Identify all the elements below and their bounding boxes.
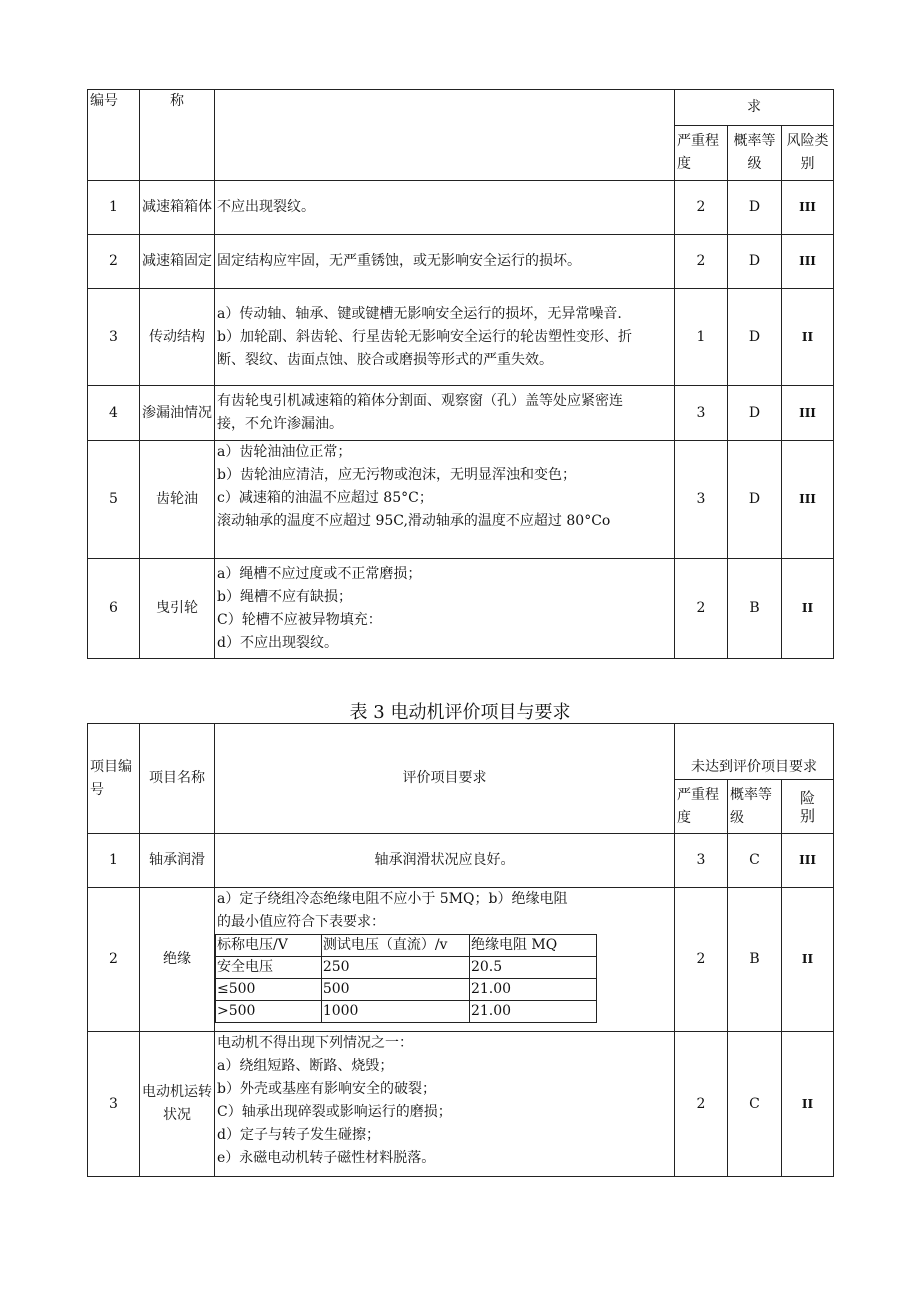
row-risk: III: [782, 386, 834, 441]
header-probability: 概率等级: [728, 126, 782, 181]
row-no: 3: [88, 289, 140, 386]
row-no: 3: [88, 1032, 140, 1177]
row-severity: 3: [675, 386, 728, 441]
table-caption: 表 3 电动机评价项目与要求: [349, 702, 571, 723]
row-probability: C: [728, 1032, 782, 1177]
row-no: 4: [88, 386, 140, 441]
row-severity: 3: [675, 834, 728, 888]
row-risk: II: [782, 1032, 834, 1177]
row-severity: 2: [675, 888, 728, 1032]
subtable-cell: 250: [321, 957, 469, 979]
row-name: 齿轮油: [140, 441, 215, 559]
header-name: 项目名称: [140, 724, 215, 834]
row-no: 1: [88, 181, 140, 235]
header-risk: 险别: [782, 780, 834, 834]
row-risk: III: [782, 441, 834, 559]
insulation-subtable: [215, 934, 597, 1023]
row-name: 减速箱固定: [140, 235, 215, 289]
row-probability: B: [728, 888, 782, 1032]
row-name: 绝缘: [140, 888, 215, 1032]
table-row: [88, 181, 834, 235]
row-name: 轴承润滑: [140, 834, 215, 888]
subtable-header: 标称电压/V: [216, 935, 322, 957]
row-probability: D: [728, 441, 782, 559]
row-name: 曳引轮: [140, 559, 215, 659]
subtable-header: 测试电压（直流）/v: [321, 935, 469, 957]
subtable-cell: 500: [321, 979, 469, 1001]
row-req: 固定结构应牢固，无严重锈蚀，或无影响安全运行的损坏。: [215, 235, 675, 289]
row-name: 减速箱箱体: [140, 181, 215, 235]
row-probability: C: [728, 834, 782, 888]
row-probability: B: [728, 559, 782, 659]
row-req: 轴承润滑状况应良好。: [215, 834, 675, 888]
row-severity: 2: [675, 1032, 728, 1177]
table-row: [88, 559, 834, 659]
row-probability: D: [728, 386, 782, 441]
header-group: 求: [675, 90, 834, 126]
header-name: 称: [140, 90, 215, 181]
header-risk: 风险类别: [782, 126, 834, 181]
row-req: a）传动轴、轴承、键或键槽无影响安全运行的损坏，无异常噪音. b）加轮副、斜齿轮、行星齿轮无影响安全运行的轮齿塑性变形、折 断、裂纹、齿面点蚀、胶合或磨损等形式的严重失效。: [215, 289, 675, 386]
row-req: a）绳槽不应过度或不正常磨损； b）绳槽不应有缺损； C）轮槽不应被异物填充： d）不应出现裂纹。: [215, 559, 675, 659]
subtable-header: 绝缘电阻 MQ: [469, 935, 596, 957]
row-no: 6: [88, 559, 140, 659]
row-severity: 2: [675, 235, 728, 289]
row-risk: II: [782, 289, 834, 386]
table-row: [88, 1032, 834, 1177]
row-name: 传动结构: [140, 289, 215, 386]
row-risk: III: [782, 235, 834, 289]
table-row: [88, 834, 834, 888]
row-severity: 2: [675, 181, 728, 235]
header-severity: 严重程度: [675, 126, 728, 181]
row-risk: III: [782, 181, 834, 235]
header-req: 评价项目要求: [215, 724, 675, 834]
table-row: [88, 888, 834, 1032]
subtable-cell: 安全电压: [216, 957, 322, 979]
header-no: 项目编号: [88, 724, 140, 834]
row-risk: III: [782, 834, 834, 888]
row-req: 有齿轮曳引机减速箱的箱体分割面、观察窗（孔）盖等处应紧密连 接，不允许渗漏油。: [215, 386, 675, 441]
row-req: 不应出现裂纹。: [215, 181, 675, 235]
subtable-row: [216, 957, 597, 979]
table-reducer-requirements: [87, 89, 834, 659]
subtable-row: [216, 1001, 597, 1023]
subtable-cell: ≤500: [216, 979, 322, 1001]
subtable-cell: >500: [216, 1001, 322, 1023]
table-row: [88, 235, 834, 289]
row-severity: 2: [675, 559, 728, 659]
row-severity: 3: [675, 441, 728, 559]
table-row: [88, 386, 834, 441]
row-req: 电动机不得出现下列情况之一： a）绕组短路、断路、烧毁； b）外壳或基座有影响安全的破裂； C）轴承出现碎裂或影响运行的磨损； d）定子与转子发生碰擦； e）永磁电动机转子磁性材料脱落。: [215, 1032, 675, 1177]
row-name: 渗漏油情况: [140, 386, 215, 441]
row-name: 电动机运转状况: [140, 1032, 215, 1177]
row-risk: II: [782, 888, 834, 1032]
header-probability: 概率等级: [728, 780, 782, 834]
row-req: a）定子绕组冷态绝缘电阻不应小于 5MQ；b）绝缘电阻 的最小值应符合下表要求： 标称电压/V 测试电压（直流）/v 绝缘电阻 MQ 安全电压 250 20.5 ≤500 500 21.00 >500 1000 21.00: [215, 888, 675, 1032]
row-no: 2: [88, 888, 140, 1032]
table-motor-requirements: [87, 723, 834, 1177]
header-req-blank: [215, 90, 675, 181]
row-no: 5: [88, 441, 140, 559]
row-req: a）齿轮油油位正常； b）齿轮油应清洁，应无污物或泡沫，无明显浑浊和变色； c）减速箱的油温不应超过 85°C； 滚动轴承的温度不应超过 95C,滑动轴承的温度不应超过 80°Co: [215, 441, 675, 559]
row-severity: 1: [675, 289, 728, 386]
header-severity: 严重程度: [675, 780, 728, 834]
row-probability: D: [728, 289, 782, 386]
subtable-cell: 20.5: [469, 957, 596, 979]
subtable-cell: 21.00: [469, 979, 596, 1001]
table-row: [88, 289, 834, 386]
table-row: [88, 441, 834, 559]
row-no: 1: [88, 834, 140, 888]
header-no: 编号: [88, 90, 140, 181]
subtable-cell: 1000: [321, 1001, 469, 1023]
subtable-cell: 21.00: [469, 1001, 596, 1023]
row-risk: II: [782, 559, 834, 659]
row-no: 2: [88, 235, 140, 289]
subtable-row: [216, 979, 597, 1001]
row-probability: D: [728, 235, 782, 289]
header-group: 未达到评价项目要求: [675, 724, 834, 780]
row-probability: D: [728, 181, 782, 235]
